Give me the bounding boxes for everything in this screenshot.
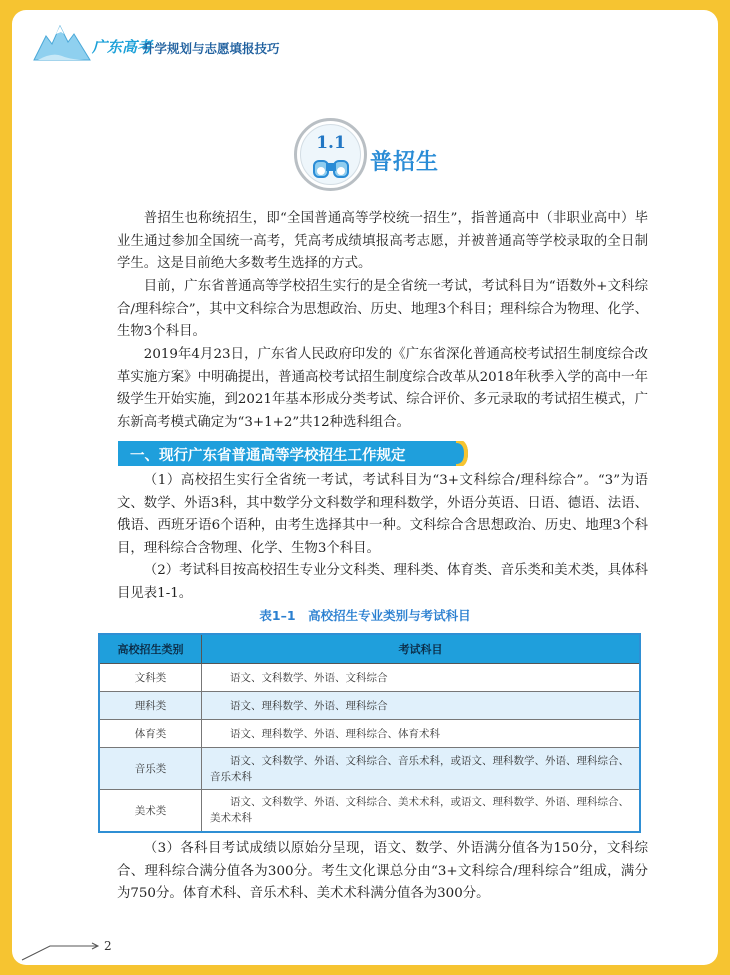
table-cell-category: 体育类 — [99, 720, 202, 748]
paragraph-reform: 2019年4月23日，广东省人民政府印发的《广东省深化普通高校考试招生制度综合改革实施方案》中明确提出，普通高校考试招生制度综合改革从2018年秋季入学的高中一年级学生开始实施，到2021年基本形成分类考试、综合评价、多元录取的考试招生模式，广东新高考模式确定为“3+1+2”共12种选科组合。 — [117, 347, 648, 430]
table-header-subjects: 考试科目 — [202, 634, 641, 664]
table-cell-category: 音乐类 — [99, 748, 202, 790]
book-title: 升学规划与志愿填报技巧 — [142, 41, 280, 56]
page-number: 2 — [104, 939, 112, 953]
subjects-table — [98, 633, 641, 833]
mountain-logo-icon — [32, 22, 92, 62]
section-title: 普招生 — [370, 150, 440, 175]
rule-2: （2）考试科目按高校招生专业分文科类、理科类、体育类、音乐类和美术类，具体科目见表1-1。 — [117, 563, 648, 601]
paragraph-definition: 普招生也称统招生，即“全国普通高等学校统一招生”，指普通高中（非职业高中）毕业生通过参加全国统一高考，凭高考成绩填报高考志愿，并被普通高等学校录取的全日制学生。这是目前绝大多数考生选择的方式。 — [117, 211, 648, 271]
table-row — [99, 692, 640, 720]
table-cell-category: 理科类 — [99, 692, 202, 720]
table-caption: 表1–1 高校招生专业类别与考试科目 — [259, 608, 471, 623]
table-cell-category: 美术类 — [99, 790, 202, 832]
binoculars-badge-icon — [293, 117, 368, 192]
section-number: 1.1 — [316, 133, 346, 153]
table-row — [99, 748, 640, 790]
table-row — [99, 664, 640, 692]
rule-3: （3）各科目考试成绩以原始分呈现，语文、数学、外语满分值各为150分，文科综合、理科综合满分值各为300分。考生文化课总分由“3+文科综合/理科综合”组成，满分为750分。体育术科、音乐术科、美术术科满分值各为300分。 — [117, 841, 648, 901]
subsection-title: 一、现行广东省普通高等学校招生工作规定 — [130, 448, 406, 464]
table-cell-category: 文科类 — [99, 664, 202, 692]
book-page — [12, 10, 718, 965]
brand-logo-text: 广东高考 — [92, 38, 153, 56]
table-row — [99, 790, 640, 832]
table-cell-subjects: 语文、文科数学、外语、文科综合、美术术科，或语文、理科数学、外语、理科综合、美术术科 — [202, 790, 641, 832]
table-cell-subjects: 语文、文科数学、外语、文科综合、音乐术科，或语文、理科数学、外语、理科综合、音乐术科 — [202, 748, 641, 790]
paragraph-current-exam: 目前，广东省普通高等学校招生实行的是全省统一考试，考试科目为“语数外+文科综合/理科综合”，其中文科综合为思想政治、历史、地理3个科目；理科综合为物理、化学、生物3个科目。 — [117, 279, 648, 339]
table-row — [99, 720, 640, 748]
table-cell-subjects: 语文、文科数学、外语、文科综合 — [202, 664, 641, 692]
arrow-decoration-icon — [20, 922, 100, 962]
table-header-category: 高校招生类别 — [99, 634, 202, 664]
table-cell-subjects: 语文、理科数学、外语、理科综合、体育术科 — [202, 720, 641, 748]
rule-1: （1）高校招生实行全省统一考试，考试科目为“3+文科综合/理科综合”。“3”为语文、数学、外语3科，其中数学分文科数学和理科数学，外语分英语、日语、德语、法语、俄语、西班牙语6个语种，由考生选择其中一种。文科综合含思想政治、历史、地理3个科目，理科综合含物理、化学、生物3个科目。 — [117, 473, 648, 556]
page-header — [12, 10, 718, 70]
table-cell-subjects: 语文、理科数学、外语、理科综合 — [202, 692, 641, 720]
